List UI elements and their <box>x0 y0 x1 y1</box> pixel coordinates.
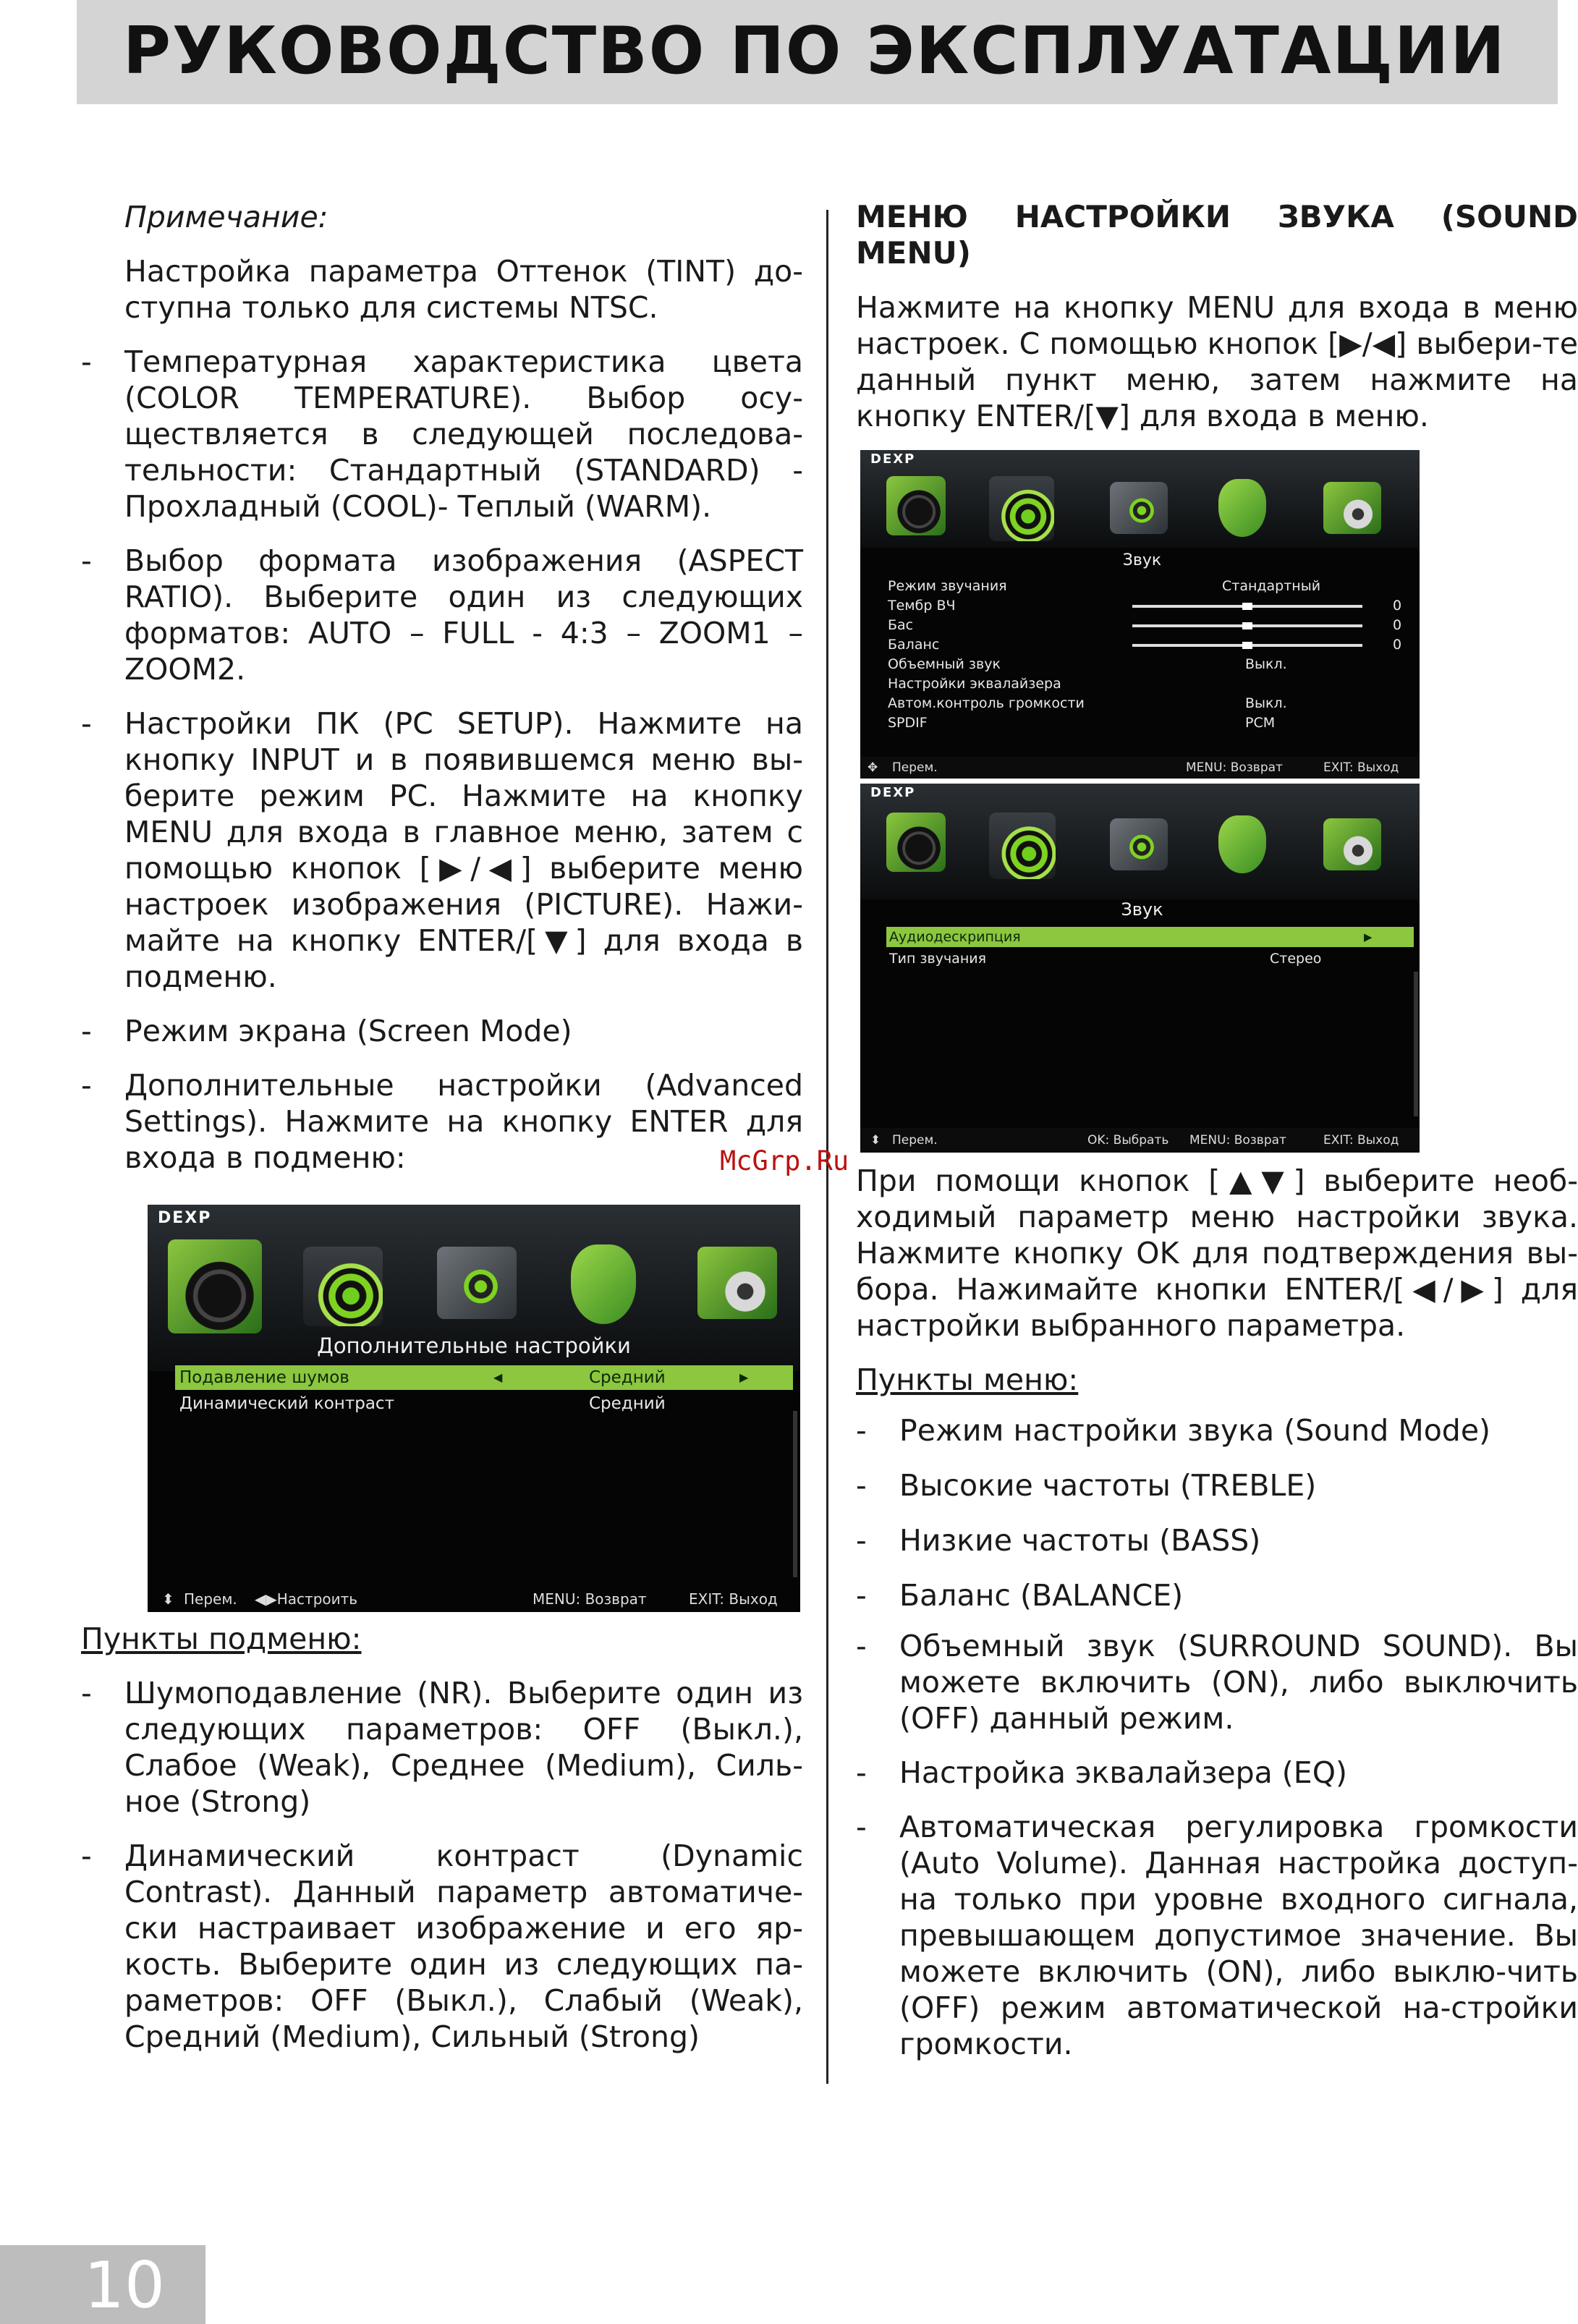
right-column-bottom <box>856 1163 1578 2062</box>
sound-menu-icon <box>303 1247 383 1326</box>
submenu-label: Пункты подменю: <box>81 1621 362 1656</box>
channel-menu-icon <box>1110 818 1168 870</box>
channel-menu-icon <box>437 1247 517 1319</box>
list-item: - Настройка эквалайзера (EQ) <box>856 1755 1347 1790</box>
slider-knob[interactable] <box>1242 603 1252 610</box>
lock-menu-icon <box>1218 815 1266 873</box>
sound-menu-icon <box>989 813 1056 879</box>
page-number-box <box>0 2245 205 2324</box>
screen-title: Звук <box>1122 551 1162 569</box>
treble-slider[interactable] <box>1132 605 1362 608</box>
intro-text: Нажмите на кнопку MENU для входа в меню настроек. С помощью кнопок [▶/◀] выбери-те данный пункт меню, затем нажмите на кнопку ENTER/[▼] для входа в меню. <box>856 290 1578 433</box>
watermark: McGrp.Ru <box>720 1145 849 1176</box>
screen-footer: ✥ Перем. MENU: Возврат EXIT: Выход <box>860 757 1420 779</box>
balance-slider[interactable] <box>1132 644 1362 647</box>
sound-menu-screen <box>860 450 1420 779</box>
picture-menu-icon <box>168 1239 262 1333</box>
list-item: - Баланс (BALANCE) <box>856 1578 1184 1613</box>
lock-menu-icon <box>1218 479 1266 537</box>
screen-footer: ⬍ Перем. OK: Выбрать MENU: Возврат EXIT: Выход <box>860 1128 1420 1153</box>
settings-menu-icon <box>1323 482 1381 534</box>
menu-row-noise[interactable]: Подавление шумов ◀ Средний ▶ <box>175 1365 793 1390</box>
sound-menu-icon <box>989 476 1054 541</box>
list-item: - Режим экрана (Screen Mode) <box>81 1014 572 1048</box>
list-item: - Шумоподавление (NR). Выберите один из следующих параметров: OFF (Выкл.), Слабое (Weak), Среднее (Medium), Силь-ное (Strong) <box>81 1676 803 1819</box>
list-item: - Низкие частоты (BASS) <box>856 1523 1261 1558</box>
menu-label: Пункты меню: <box>856 1362 1079 1397</box>
page-number: 10 <box>84 2248 165 2323</box>
slider-knob[interactable] <box>1242 622 1252 629</box>
menu-row-auto-volume[interactable]: Автом.контроль громкости Выкл. <box>888 695 1287 711</box>
picture-menu-icon <box>886 813 946 872</box>
settings-menu-icon <box>697 1247 777 1319</box>
screen-title: Дополнительные настройки <box>317 1333 631 1358</box>
page-title: РУКОВОДСТВО ПО ЭКСПЛУАТАЦИИ <box>123 13 1506 89</box>
menu-row-sound-type[interactable]: Тип звучания Стерео <box>889 951 1322 967</box>
menu-row-spdif[interactable]: SPDIF PCM <box>888 715 1276 731</box>
note-text: Настройка параметра Оттенок (TINT) до-ступна только для системы NTSC. <box>124 254 803 325</box>
right-column-top <box>856 199 1578 434</box>
menu-row-treble[interactable]: Тембр ВЧ 0 <box>888 598 1402 614</box>
list-item: - Настройки ПК (PC SETUP). Нажмите на кнопку INPUT и в появившемся меню вы-берите режим PC. Нажмите на кнопку MENU для входа в главное меню, затем с помощью кнопок [▶/◀] выберите меню настроек изображения (PICTURE). Нажи-майте на кнопку ENTER/[▼] для входа в подменю. <box>81 706 803 994</box>
left-column-bottom <box>81 1621 803 2055</box>
channel-menu-icon <box>1110 482 1168 534</box>
list-item: - Высокие частоты (TREBLE) <box>856 1468 1317 1503</box>
dexp-logo: DEXP <box>870 785 916 800</box>
list-item: - Дополнительные настройки (Advanced Settings). Нажмите на кнопку ENTER для входа в подменю: <box>81 1068 803 1175</box>
menu-row-surround[interactable]: Объемный звук Выкл. <box>888 656 1287 672</box>
list-item: - Температурная характеристика цвета (COLOR TEMPERATURE). Выбор осу-ществляется в следующей последова-тельности: Стандартный (STANDARD) - Прохладный (COOL)- Теплый (WARM). <box>81 344 803 524</box>
dexp-logo: DEXP <box>870 451 916 467</box>
scrollbar[interactable] <box>1414 972 1418 1116</box>
menu-row-equalizer[interactable]: Настройки эквалайзера <box>888 676 1061 692</box>
bass-slider[interactable] <box>1132 624 1362 627</box>
after-text: При помощи кнопок [▲▼] выберите необ-ходимый параметр меню настройки звука. Нажмите кнопку OK для подтверждения вы-бора. Нажимайте кнопки ENTER/[◀/▶] для настройки выбранного параметра. <box>856 1163 1578 1343</box>
menu-icon-bar <box>860 784 1420 899</box>
lock-menu-icon <box>571 1244 636 1324</box>
list-item: - Режим настройки звука (Sound Mode) <box>856 1413 1491 1448</box>
screen-title: Звук <box>1121 899 1163 920</box>
settings-menu-icon <box>1323 818 1381 870</box>
dexp-logo: DEXP <box>158 1209 212 1227</box>
advanced-settings-screen <box>148 1205 800 1612</box>
menu-row-dynamic-contrast[interactable]: Динамический контраст Средний <box>179 1394 666 1413</box>
note-label: Примечание: <box>124 200 328 234</box>
list-item: - Автоматическая регулировка громкости (Auto Volume). Данная настройка доступ-на только при уровне входного сигнала, превышающем допустимое значение. Вы можете включить (ON), либо выклю-чить (OFF) режим автоматической на-стройки громкости. <box>856 1810 1578 2061</box>
screen-footer: ⬍ Перем. ◀▶Настроить MENU: Возврат EXIT: Выход <box>162 1590 778 1608</box>
list-item: - Динамический контраст (Dynamic Contrast). Данный параметр автоматиче-ски настраивает изображение и его яр-кость. Выберите один из следующих па-раметров: OFF (Выкл.), Слабый (Weak), Средний (Medium), Сильный (Strong) <box>81 1839 803 2054</box>
picture-menu-icon <box>886 476 946 535</box>
menu-row-balance[interactable]: Баланс 0 <box>888 637 1402 653</box>
scrollbar[interactable] <box>793 1411 797 1577</box>
slider-knob[interactable] <box>1242 642 1252 649</box>
left-column <box>81 199 803 1176</box>
page-header <box>77 0 1558 104</box>
menu-row-sound-mode[interactable]: Режим звучания Стандартный <box>888 578 1321 594</box>
section-heading: МЕНЮ НАСТРОЙКИ ЗВУКА (SOUND MENU) <box>856 199 1578 271</box>
sound-submenu-screen <box>860 784 1420 1153</box>
menu-row-bass[interactable]: Бас 0 <box>888 617 1402 633</box>
list-item: - Выбор формата изображения (ASPECT RATIO). Выберите один из следующих форматов: AUTO – FULL - 4:3 – ZOOM1 – ZOOM2. <box>81 543 803 687</box>
menu-row-audio-description[interactable]: Аудиодескрипция ▶ <box>886 927 1414 947</box>
list-item: - Объемный звук (SURROUND SOUND). Вы можете включить (ON), либо выключить (OFF) данный режим. <box>856 1629 1578 1736</box>
menu-icon-bar <box>860 450 1420 548</box>
